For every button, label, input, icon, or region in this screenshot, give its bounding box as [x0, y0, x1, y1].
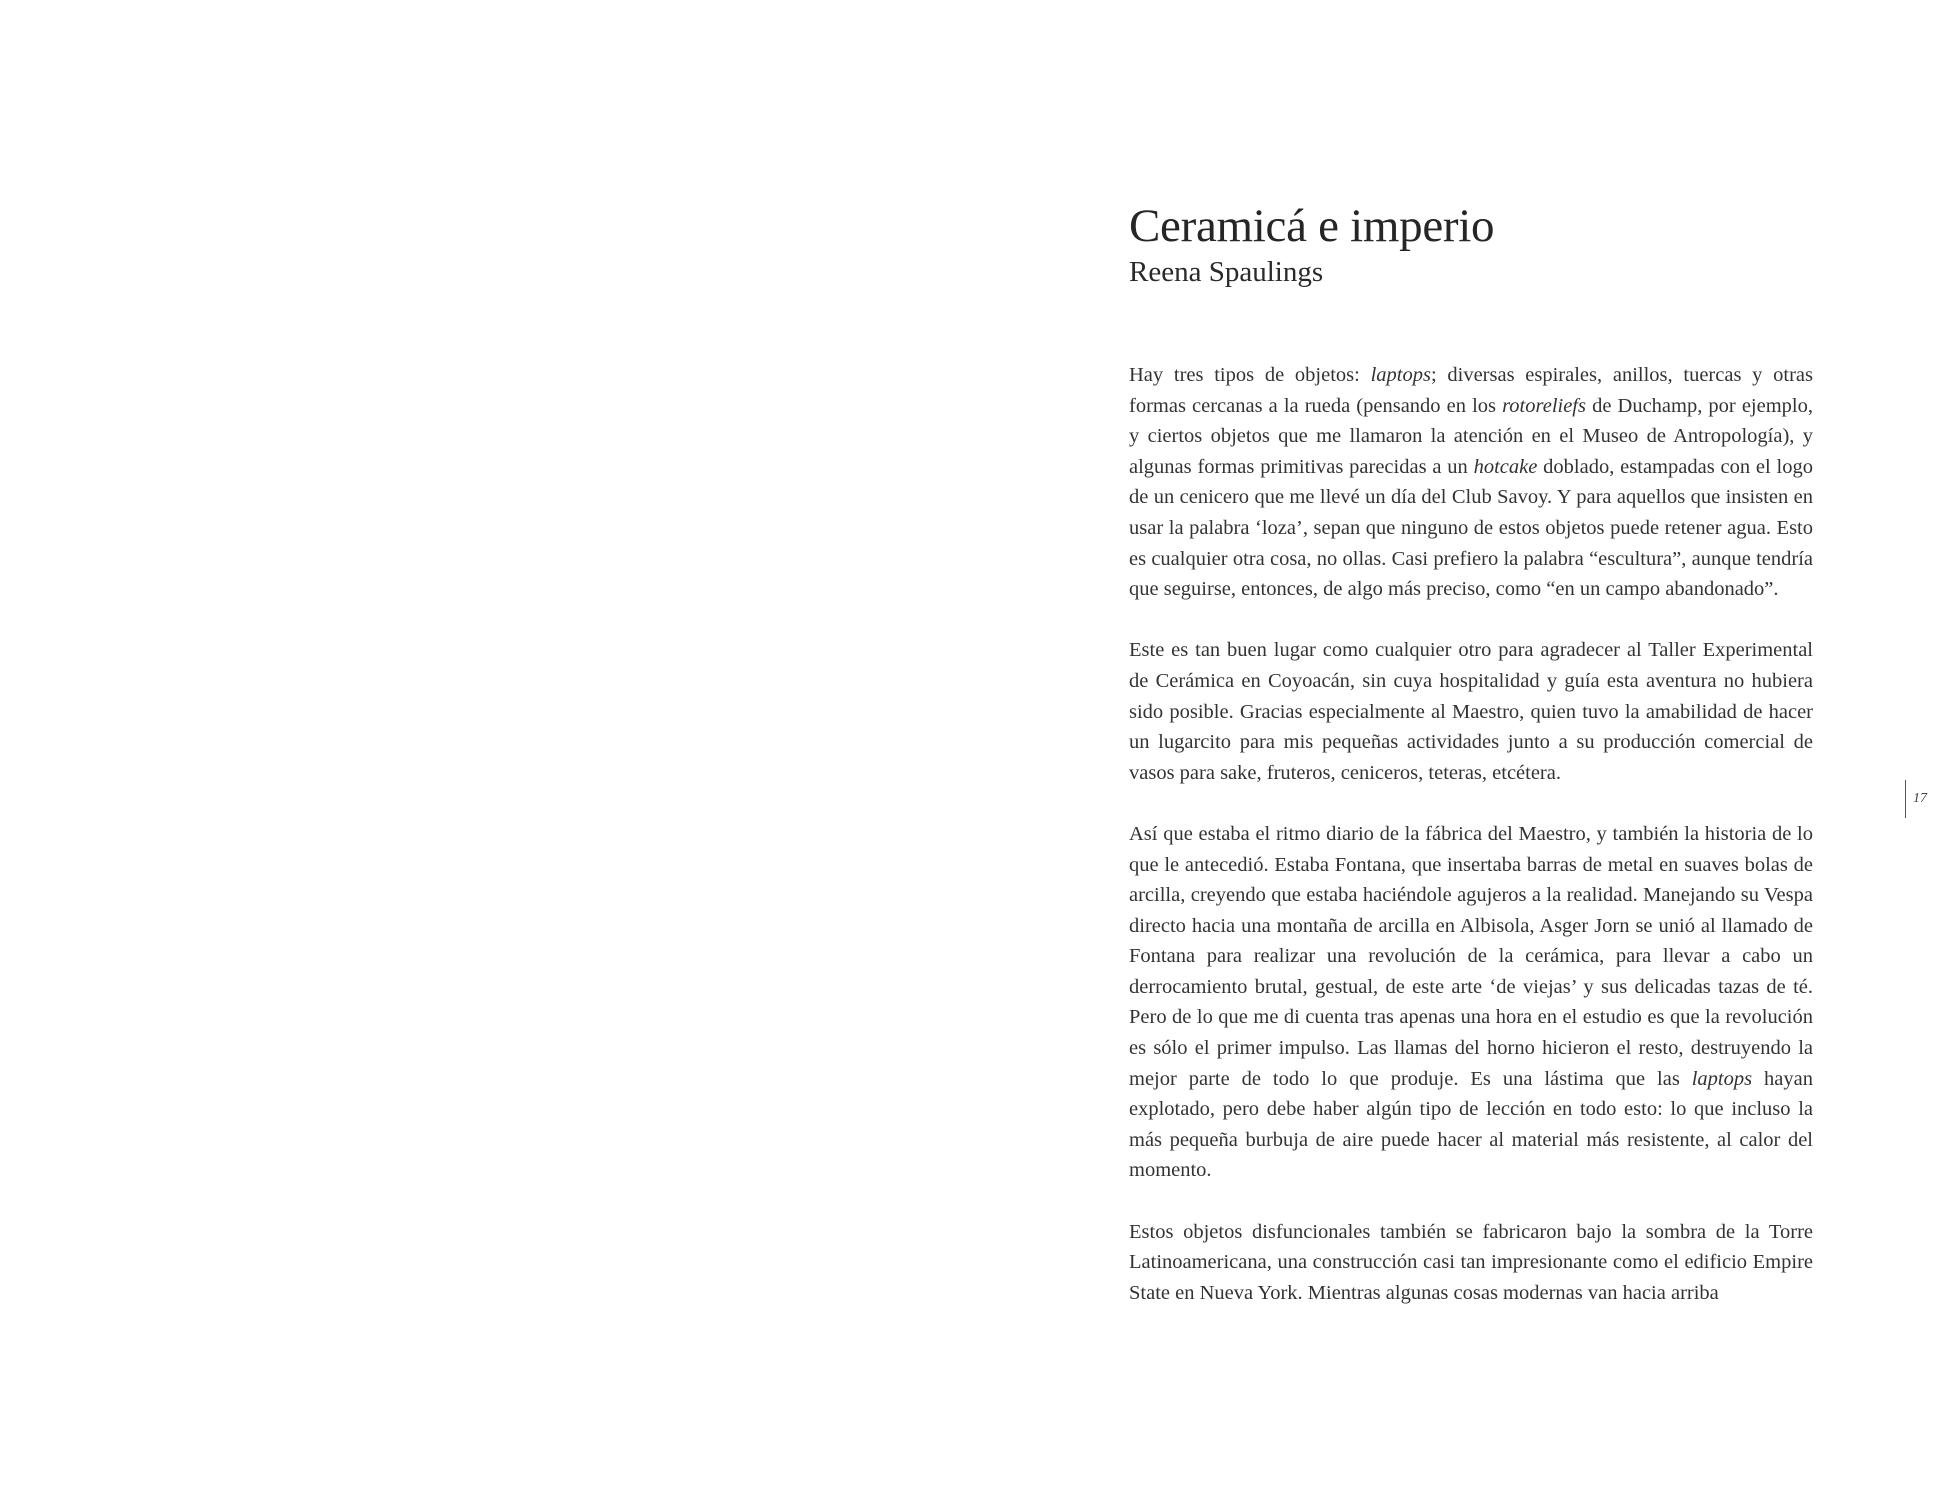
text-run: Así que estaba el ritmo diario de la fábrica del Maestro, y también la historia de lo que le antecedió. Estaba Fontana, que insertaba barras de metal en suaves bolas de arcilla, creyendo que estaba haciéndole agujeros a la realidad. Manejando su Vespa directo hacia una montaña de arcilla en Albisola, Asger Jorn se unió al llamado de Fontana para realizar una revolución de la cerámica, para llevar a cabo un derrocamiento brutal, gestual, de este arte ‘de viejas’ y sus delicadas tazas de té. Pero de lo que me di cuenta tras apenas una hora en el estudio es que la revolución es sólo el primer impulso. Las llamas del horno hicieron el resto, destruyendo la mejor parte de todo lo que produje. Es una lástima que las — [1129, 822, 1813, 1090]
paragraph — [1129, 360, 1813, 605]
article-title: Ceramicá e imperio — [1129, 200, 1495, 252]
text-run: Estos objetos disfuncionales también se fabricaron bajo la sombra de la Torre Latinoamericana, una construcción casi tan impresionante como el edificio Empire State en Nueva York. Mientras algunas cosas modernas van hacia arriba — [1129, 1220, 1813, 1304]
italic-term: hotcake — [1473, 455, 1538, 478]
paragraph — [1129, 635, 1813, 788]
paragraph — [1129, 819, 1813, 1186]
text-run: de Duchamp, por ejemplo, y ciertos objetos que me llamaron la atención en el Museo de Antropología), y algunas formas primitivas parecidas a un — [1129, 394, 1813, 478]
text-run: Este es tan buen lugar como cualquier otro para agradecer al Taller Experimental de Cerámica en Coyoacán, sin cuya hospitalidad y guía esta aventura no hubiera sido posible. Gracias especialmente al Maestro, quien tuvo la amabilidad de hacer un lugarcito para mis pequeñas actividades junto a su producción comercial de vasos para sake, fruteros, ceniceros, teteras, etcétera. — [1129, 639, 1813, 784]
text-run: doblado, estampadas con el logo de un cenicero que me llevé un día del Club Savoy. Y para aquellos que insisten en usar la palabra ‘loza’, sepan que ninguno de estos objetos puede retener agua. Esto es cualquier otra cosa, no ollas. Casi prefiero la palabra “escultura”, aunque tendría que seguirse, entonces, de algo más preciso, como “en un campo abandonado”. — [1129, 455, 1813, 601]
left-page-blank — [0, 0, 970, 1500]
text-run: hayan explotado, pero debe haber algún tipo de lección en todo esto: lo que incluso la más pequeña burbuja de aire puede hacer al material más resistente, al calor del momento. — [1129, 1067, 1813, 1182]
article-body — [1129, 360, 1813, 1308]
paragraph — [1129, 1217, 1813, 1309]
text-run: ; diversas espirales, anillos, tuercas y otras formas cercanas a la rueda (pensando en los — [1129, 364, 1813, 417]
italic-term: rotoreliefs — [1502, 394, 1586, 417]
text-column — [1129, 198, 1813, 1339]
text-run: Hay tres tipos de objetos: — [1129, 364, 1371, 386]
italic-term: laptops — [1691, 1067, 1753, 1090]
article-author: Reena Spaulings — [1129, 256, 1324, 288]
italic-term: laptops — [1370, 364, 1431, 386]
page-number: 17 — [1905, 780, 1927, 818]
